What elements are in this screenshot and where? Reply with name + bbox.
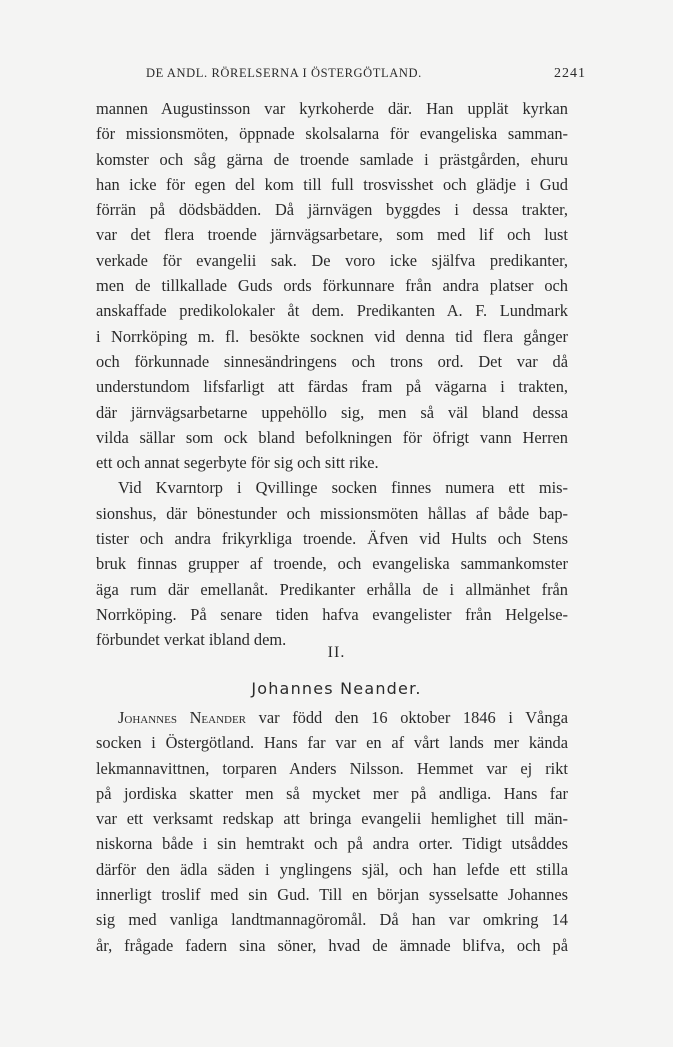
running-title: DE ANDL. RÖRELSERNA I ÖSTERGÖTLAND. [146,66,422,80]
text-line: innerligt troslif med sin Gud. Till en början sysselsatte Johannes [96,885,568,905]
text-line: bruk finnas grupper af troende, och evangeliska sammankomster [96,554,568,574]
text-span: var född den 16 oktober 1846 i Vånga [246,708,568,727]
text-line: år, frågade fadern sina söner, hvad de ämnade blifva, och på [96,935,568,955]
section-title: Johannes Neander. [251,679,422,698]
section-1-text [96,96,568,653]
text-line: tister och andra frikyrkliga troende. Äfven vid Hults och Stens [96,529,568,549]
text-line: för missionsmöten, öppnade skolsalarna för evangeliska samman- [96,124,568,144]
text-line: sig med vanliga landtmannagöromål. Då han var omkring 14 [96,910,568,930]
text-line [96,705,568,730]
text-line: därför den ädla säden i ynglingens själ, och han lefde ett stilla [96,859,568,879]
text-line: han icke för egen del kom till full trosvisshet och glädje i Gud [96,174,568,194]
text-line: mannen Augustinsson var kyrkoherde där. Han upplät kyrkan [96,99,568,118]
text-line: Vid Kvarntorp i Qvillinge socken finnes numera ett mis- [118,478,568,498]
text-line: förbundet verkat ibland dem. [96,630,287,650]
text-line: där järnvägsarbetarne uppehöllo sig, men så väl bland dessa [96,402,568,422]
text-line: i Norrköping m. fl. besökte socknen vid denna tid flera gånger [96,326,568,346]
text-line: lekmannavittnen, torparen Anders Nilsson. Hemmet var ej rikt [96,758,568,778]
text-line: anskaffade predikolokaler åt dem. Predikanten A. F. Lundmark [96,301,568,321]
text-line: vilda sällar som ock bland befolkningen för öfrigt vann Herren [96,427,568,447]
section-number: II. [327,644,346,661]
text-line: men de tillkallade Guds ords förkunnare från andra platser och [96,276,568,296]
text-line: var ett verksamt redskap att bringa evangelii hemlighet till män- [96,809,568,829]
text-line: förrän på dödsbädden. Då järnvägen byggdes i dessa trakter, [96,200,568,220]
text-line: och förkunnade sinnesändringens och trons ord. Det var då [96,351,568,371]
text-line: Norrköping. På senare tiden hafva evangelister från Helgelse- [96,604,568,624]
section-2-text [96,705,568,958]
text-line: understundom lifsfarligt att färdas fram på vägarna i trakten, [96,377,568,397]
text-line: äga rum där emellanåt. Predikanter erhålla de i allmänhet från [96,579,568,599]
text-line: socken i Östergötland. Hans far var en af vårt lands mer kända [96,733,568,753]
text-line: ett och annat segerbyte för sig och sitt rike. [96,453,379,473]
page-number: 2241 [554,66,586,81]
name-smallcaps: Johannes Neander [118,708,247,727]
text-line: niskorna både i sin hemtrakt och på andra orter. Tidigt utsåddes [96,834,568,854]
text-line: på jordiska skatter men så mycket mer på andliga. Hans far [96,783,568,803]
text-line: sionshus, där bönestunder och missionsmöten hållas af både bap- [96,503,568,523]
text-line: komster och såg gärna de troende samlade i prästgården, ehuru [96,149,568,169]
text-line: var det flera troende järnvägsarbetare, som med lif och lust [96,225,568,245]
text-line: verkade för evangelii sak. De voro icke själfva predikanter, [96,250,568,270]
